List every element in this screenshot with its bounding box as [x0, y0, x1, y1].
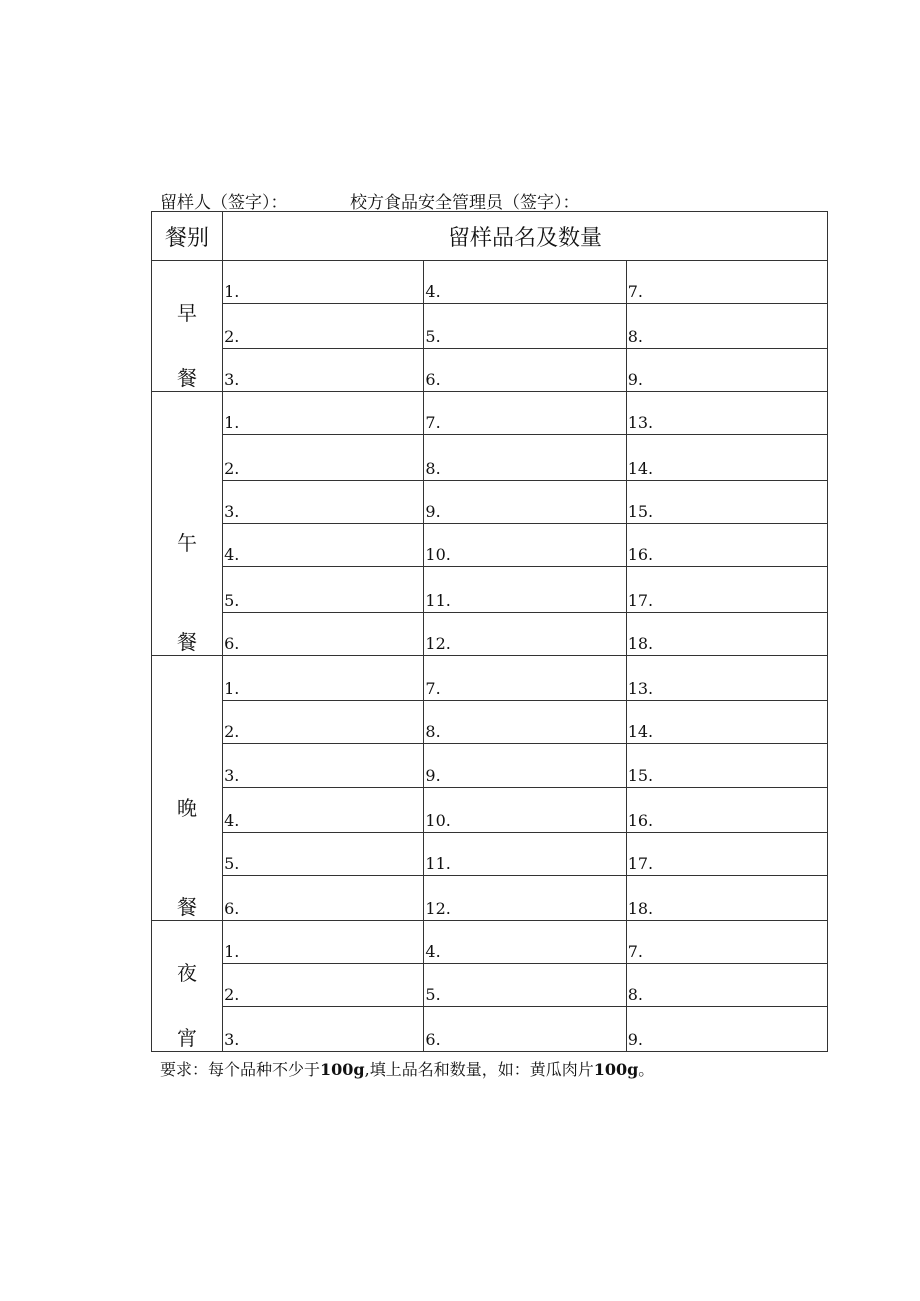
- sample-item-cell[interactable]: 13.: [626, 656, 827, 701]
- sample-item-cell[interactable]: 1.: [223, 921, 424, 964]
- sample-item-cell[interactable]: 12.: [424, 876, 626, 921]
- sample-item-cell[interactable]: 10.: [424, 524, 626, 567]
- sample-item-cell[interactable]: 8.: [626, 964, 827, 1007]
- sample-item-cell[interactable]: 8.: [626, 304, 827, 349]
- sample-item-cell[interactable]: 4.: [424, 261, 626, 304]
- sample-record-table: [151, 211, 828, 1052]
- sample-item-cell[interactable]: 14.: [626, 435, 827, 481]
- sample-item-cell[interactable]: 6.: [424, 1007, 626, 1052]
- footer-amount-2: 100g: [593, 1060, 639, 1079]
- table-row: [152, 349, 828, 392]
- table-row: [152, 613, 828, 656]
- table-row: [152, 744, 828, 788]
- meal-type-char: 夜: [177, 961, 198, 985]
- sample-item-cell[interactable]: 1.: [223, 656, 424, 701]
- sample-item-cell[interactable]: 7.: [626, 921, 827, 964]
- sample-item-cell[interactable]: 7.: [424, 656, 626, 701]
- sample-item-cell[interactable]: 3.: [223, 349, 424, 392]
- sample-item-cell[interactable]: 12.: [424, 613, 626, 656]
- sample-item-cell[interactable]: 13.: [626, 392, 827, 435]
- table-row: [152, 833, 828, 876]
- sample-item-cell[interactable]: 15.: [626, 744, 827, 788]
- meal-type-char: 午: [177, 531, 198, 555]
- meal-type-char: 餐: [177, 895, 198, 919]
- footer-requirement: [160, 1057, 654, 1080]
- sample-item-cell[interactable]: 4.: [223, 788, 424, 833]
- footer-suffix: 。: [638, 1060, 655, 1079]
- meal-type-cell: [152, 656, 223, 921]
- footer-amount-1: 100g: [320, 1060, 365, 1079]
- header-item-names: 留样品名及数量: [223, 212, 828, 261]
- table-row: [152, 567, 828, 613]
- sample-item-cell[interactable]: 6.: [424, 349, 626, 392]
- sample-item-cell[interactable]: 4.: [424, 921, 626, 964]
- table-row: [152, 524, 828, 567]
- sample-item-cell[interactable]: 8.: [424, 435, 626, 481]
- table-row: [152, 481, 828, 524]
- meal-type-char: 餐: [177, 366, 198, 390]
- sample-item-cell[interactable]: 2.: [223, 304, 424, 349]
- table-row: [152, 1007, 828, 1052]
- table-row: [152, 964, 828, 1007]
- meal-type-cell: [152, 392, 223, 656]
- signature-line: [160, 188, 580, 213]
- table-row: [152, 656, 828, 701]
- header-meal-type: 餐别: [152, 212, 223, 261]
- meal-type-char: 宵: [177, 1026, 198, 1050]
- sample-item-cell[interactable]: 6.: [223, 613, 424, 656]
- sample-item-cell[interactable]: 18.: [626, 876, 827, 921]
- meal-type-cell: [152, 261, 223, 392]
- sample-item-cell[interactable]: 9.: [424, 744, 626, 788]
- sampler-signature-label: 留样人（签字）：: [160, 193, 288, 213]
- footer-middle: ,填上品名和数量，如：黄瓜肉片: [364, 1060, 594, 1079]
- meal-type-cell: [152, 921, 223, 1052]
- sample-item-cell[interactable]: 5.: [223, 833, 424, 876]
- sample-item-cell[interactable]: 8.: [424, 701, 626, 744]
- sample-item-cell[interactable]: 18.: [626, 613, 827, 656]
- table-row: [152, 921, 828, 964]
- meal-type-char: 晚: [177, 796, 198, 820]
- table-row: [152, 788, 828, 833]
- table-body: [152, 261, 828, 1052]
- sample-item-cell[interactable]: 3.: [223, 481, 424, 524]
- sample-item-cell[interactable]: 17.: [626, 833, 827, 876]
- table-row: [152, 304, 828, 349]
- table-row: [152, 435, 828, 481]
- sample-item-cell[interactable]: 7.: [626, 261, 827, 304]
- footer-prefix: 要求：每个品种不少于: [160, 1060, 321, 1079]
- sample-item-cell[interactable]: 14.: [626, 701, 827, 744]
- meal-type-char: 餐: [177, 630, 198, 654]
- sample-item-cell[interactable]: 11.: [424, 567, 626, 613]
- sample-item-cell[interactable]: 16.: [626, 788, 827, 833]
- sample-item-cell[interactable]: 5.: [424, 304, 626, 349]
- sample-item-cell[interactable]: 7.: [424, 392, 626, 435]
- table-header-row: [152, 212, 828, 261]
- sample-item-cell[interactable]: 9.: [626, 1007, 827, 1052]
- sample-item-cell[interactable]: 9.: [626, 349, 827, 392]
- sample-item-cell[interactable]: 6.: [223, 876, 424, 921]
- sample-item-cell[interactable]: 5.: [424, 964, 626, 1007]
- sample-item-cell[interactable]: 3.: [223, 1007, 424, 1052]
- meal-type-char: 早: [177, 301, 198, 325]
- manager-signature-label: 校方食品安全管理员（签字）：: [350, 193, 580, 213]
- sample-item-cell[interactable]: 15.: [626, 481, 827, 524]
- sample-item-cell[interactable]: 2.: [223, 435, 424, 481]
- sample-item-cell[interactable]: 3.: [223, 744, 424, 788]
- table-row: [152, 701, 828, 744]
- sample-item-cell[interactable]: 4.: [223, 524, 424, 567]
- sample-item-cell[interactable]: 9.: [424, 481, 626, 524]
- sample-item-cell[interactable]: 17.: [626, 567, 827, 613]
- table-row: [152, 261, 828, 304]
- sample-item-cell[interactable]: 2.: [223, 964, 424, 1007]
- sample-item-cell[interactable]: 11.: [424, 833, 626, 876]
- sample-item-cell[interactable]: 1.: [223, 392, 424, 435]
- sample-item-cell[interactable]: 10.: [424, 788, 626, 833]
- sample-item-cell[interactable]: 5.: [223, 567, 424, 613]
- sample-item-cell[interactable]: 2.: [223, 701, 424, 744]
- sample-item-cell[interactable]: 1.: [223, 261, 424, 304]
- sample-item-cell[interactable]: 16.: [626, 524, 827, 567]
- table-row: [152, 392, 828, 435]
- table-row: [152, 876, 828, 921]
